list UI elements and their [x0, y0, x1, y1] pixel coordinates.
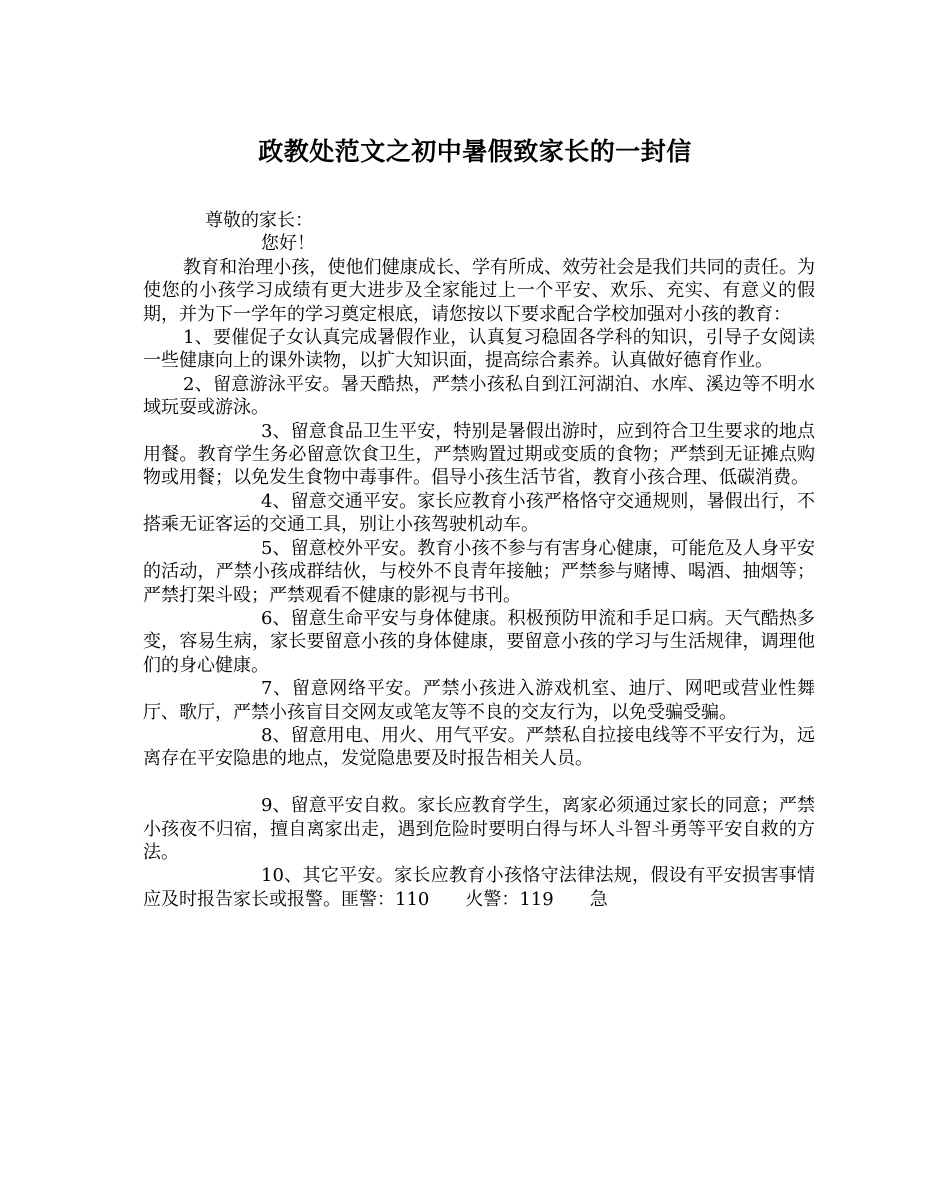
item-8: 8、留意用电、用火、用气平安。严禁私自拉接电线等不平安行为，远离存在平安隐患的地点，发觉隐患要及时报告相关人员。	[143, 724, 815, 770]
item-5: 5、留意校外平安。教育小孩不参与有害身心健康，可能危及人身平安的活动，严禁小孩成群结伙，与校外不良青年接触；严禁参与赌博、喝酒、抽烟等；严禁打架斗殴；严禁观看不健康的影视与书刊。	[143, 537, 815, 606]
salutation: 尊敬的家长：	[205, 210, 313, 231]
item-1: 1、要催促子女认真完成暑假作业，认真复习稳固各学科的知识，引导子女阅读一些健康向上的课外读物，以扩大知识面，提高综合素养。认真做好德育作业。	[143, 327, 815, 372]
item-2: 2、留意游泳平安。暑天酷热，严禁小孩私自到江河湖泊、水库、溪边等不明水域玩耍或游泳。	[143, 373, 815, 419]
item-4: 4、留意交通平安。家长应教育小孩严格恪守交通规则，暑假出行，不搭乘无证客运的交通工具，别让小孩驾驶机动车。	[143, 490, 815, 536]
item-10: 10、其它平安。家长应教育小孩恪守法律法规，假设有平安损害事情应及时报告家长或报警。匪警：110 火警：119 急	[143, 865, 815, 910]
item-9: 9、留意平安自救。家长应教育学生，离家必须通过家长的同意；严禁小孩夜不归宿，擅自离家出走，遇到危险时要明白得与坏人斗智斗勇等平安自救的方法。	[143, 795, 815, 863]
item-7: 7、留意网络平安。严禁小孩进入游戏机室、迪厅、网吧或营业性舞厅、歌厅，严禁小孩盲目交网友或笔友等不良的交友行为，以免受骗受骗。	[143, 678, 815, 723]
item-6: 6、留意生命平安与身体健康。积极预防甲流和手足口病。天气酷热多变，容易生病，家长要留意小孩的身体健康，要留意小孩的学习与生活规律，调理他们的身心健康。	[143, 607, 815, 676]
intro-paragraph: 教育和治理小孩，使他们健康成长、学有所成、效劳社会是我们共同的责任。为使您的小孩学习成绩有更大进步及全家能过上一个平安、欢乐、充实、有意义的假期，并为下一学年的学习奠定根底，请您按以下要求配合学校加强对小孩的教育：	[143, 256, 815, 325]
letter-body	[143, 209, 815, 911]
item-3: 3、留意食品卫生平安，特别是暑假出游时，应到符合卫生要求的地点用餐。教育学生务必留意饮食卫生，严禁购置过期或变质的食物；严禁到无证摊点购物或用餐；以免发生食物中毒事件。倡导小孩生活节省，教育小孩合理、低碳消费。	[143, 420, 815, 489]
greeting: 您好！	[261, 233, 315, 255]
blank-line	[143, 771, 815, 794]
document-title: 政教处范文之初中暑假致家长的一封信	[258, 137, 692, 166]
